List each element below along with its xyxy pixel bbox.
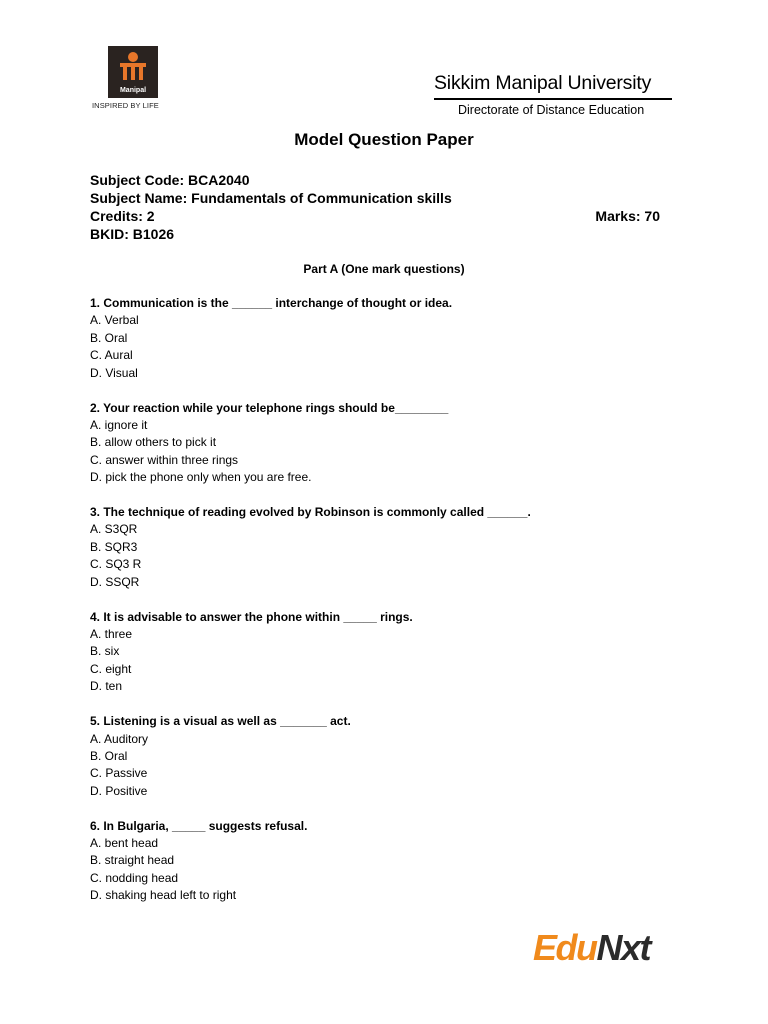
answer-option: D. Visual bbox=[90, 365, 138, 380]
university-header bbox=[434, 72, 674, 117]
question-text: 3. The technique of reading evolved by Robinson is commonly called ______. bbox=[90, 505, 531, 520]
answer-option: D. ten bbox=[90, 679, 123, 694]
edunext-logo-part: N bbox=[596, 927, 621, 968]
answer-option: D. pick the phone only when you are free. bbox=[90, 470, 312, 485]
credits: Credits: 2 bbox=[90, 208, 155, 224]
bkid: BKID: B1026 bbox=[90, 226, 175, 242]
question-item bbox=[90, 400, 690, 487]
answer-option: B. allow others to pick it bbox=[90, 435, 217, 450]
answer-option: B. Oral bbox=[90, 330, 128, 345]
question-item bbox=[90, 504, 690, 591]
answer-option: A. bent head bbox=[90, 836, 159, 851]
subject-code: Subject Code: BCA2040 bbox=[90, 172, 250, 188]
directorate-name: Directorate of Distance Education bbox=[458, 103, 645, 117]
logo-wordmark: Manipal bbox=[119, 87, 147, 94]
answer-option: A. Auditory bbox=[90, 731, 149, 746]
manipal-emblem-icon bbox=[108, 46, 158, 98]
question-list bbox=[90, 295, 690, 922]
header-divider bbox=[434, 98, 672, 100]
question-text: 2. Your reaction while your telephone rings should be________ bbox=[90, 400, 449, 415]
answer-option: A. three bbox=[90, 627, 133, 641]
answer-option: C. answer within three rings bbox=[90, 452, 239, 467]
logo-tagline: INSPIRED BY LIFE bbox=[92, 101, 159, 110]
answer-option: C. nodding head bbox=[90, 870, 179, 885]
answer-option: B. six bbox=[90, 644, 120, 659]
page-title: Model Question Paper bbox=[294, 130, 474, 149]
edunext-logo-part: Edu bbox=[533, 927, 597, 968]
university-name: Sikkim Manipal University bbox=[434, 72, 652, 94]
edunext-logo bbox=[533, 927, 650, 969]
answer-option: B. Oral bbox=[90, 748, 128, 763]
question-item bbox=[90, 818, 690, 905]
subject-name: Subject Name: Fundamentals of Communication skills bbox=[90, 190, 452, 206]
question-item bbox=[90, 609, 690, 696]
answer-option: C. Aural bbox=[90, 348, 133, 363]
question-text: 4. It is advisable to answer the phone within _____ rings. bbox=[90, 609, 413, 624]
question-item bbox=[90, 713, 690, 800]
answer-option: A. ignore it bbox=[90, 417, 148, 432]
question-text: 5. Listening is a visual as well as _______ act. bbox=[90, 714, 351, 729]
question-text: 6. In Bulgaria, _____ suggests refusal. bbox=[90, 818, 308, 833]
answer-option: C. eight bbox=[90, 661, 132, 676]
manipal-logo bbox=[92, 46, 182, 110]
marks: Marks: 70 bbox=[595, 208, 660, 224]
part-heading: Part A (One mark questions) bbox=[303, 262, 465, 276]
edunext-logo-part: xt bbox=[621, 927, 651, 968]
answer-option: D. shaking head left to right bbox=[90, 888, 237, 903]
answer-option: C. SQ3 R bbox=[90, 557, 142, 572]
question-text: 1. Communication is the ______ interchange of thought or idea. bbox=[90, 296, 453, 310]
answer-option: B. SQR3 bbox=[90, 539, 138, 554]
answer-option: C. Passive bbox=[90, 766, 148, 781]
answer-option: A. Verbal bbox=[90, 313, 139, 328]
answer-option: D. Positive bbox=[90, 783, 148, 798]
answer-option: D. SSQR bbox=[90, 574, 140, 589]
subject-details bbox=[90, 171, 660, 243]
question-item bbox=[90, 295, 690, 382]
answer-option: B. straight head bbox=[90, 853, 175, 868]
answer-option: A. S3QR bbox=[90, 522, 138, 537]
